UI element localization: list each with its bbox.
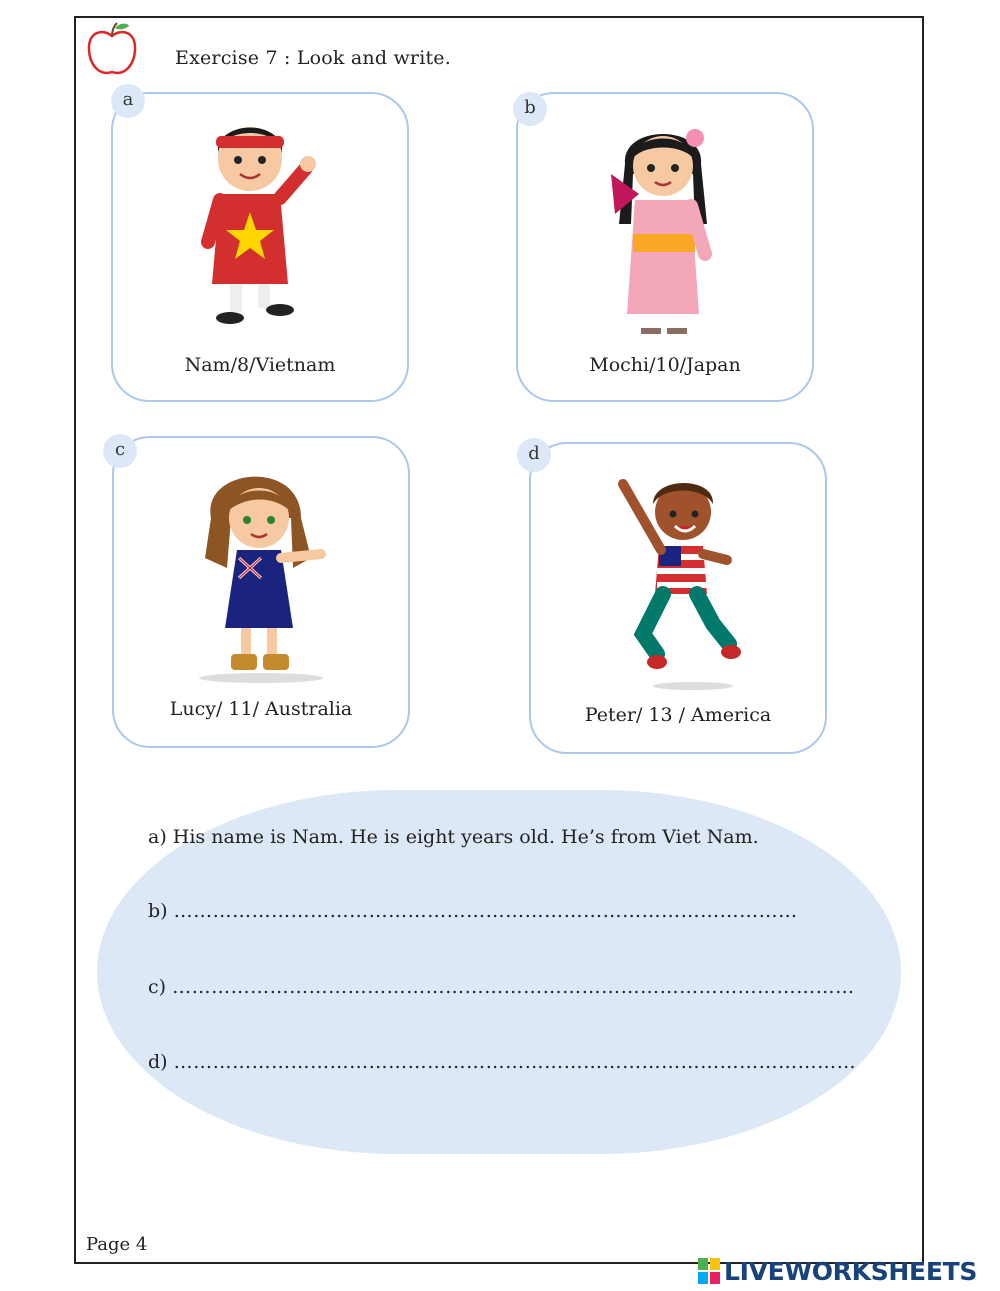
answer-b-row[interactable]	[148, 900, 798, 922]
answer-b-blank[interactable]: ……………………………………………………………………………………	[173, 900, 798, 922]
girl-kimono-illustration	[595, 114, 735, 344]
boy-vietnam-illustration	[190, 114, 330, 334]
card-a	[111, 92, 409, 402]
answer-c-row[interactable]	[148, 976, 855, 998]
card-b	[516, 92, 814, 402]
badge-b: b	[513, 92, 547, 126]
card-d-caption: Peter/ 13 / America	[584, 704, 772, 726]
exercise-title: Exercise 7 : Look and write.	[175, 47, 451, 69]
liveworksheets-logo-icon	[698, 1258, 720, 1284]
badge-a: a	[111, 84, 145, 118]
apple-icon	[84, 20, 140, 78]
answer-b-label: b)	[148, 900, 168, 922]
brand-name: LIVEWORKSHEETS	[724, 1256, 978, 1286]
card-d	[529, 442, 827, 754]
card-b-caption: Mochi/10/Japan	[589, 354, 741, 376]
answer-d-blank[interactable]: ……………………………………………………………………………………………	[173, 1051, 857, 1073]
card-c	[112, 436, 410, 748]
page-number: Page 4	[86, 1234, 148, 1255]
card-c-caption: Lucy/ 11/ Australia	[169, 698, 353, 720]
answer-d-row[interactable]	[148, 1051, 856, 1073]
answer-c-blank[interactable]: ……………………………………………………………………………………………	[172, 976, 855, 998]
badge-d: d	[517, 438, 551, 472]
answer-d-label: d)	[148, 1051, 168, 1073]
boy-america-illustration	[603, 464, 753, 694]
badge-c: c	[103, 434, 137, 468]
answer-c-label: c)	[148, 976, 167, 998]
card-a-caption: Nam/8/Vietnam	[184, 354, 336, 376]
answer-a-text: a) His name is Nam. He is eight years old. He’s from Viet Nam.	[148, 826, 759, 848]
girl-australia-illustration	[181, 458, 341, 688]
liveworksheets-brand[interactable]	[698, 1256, 977, 1286]
